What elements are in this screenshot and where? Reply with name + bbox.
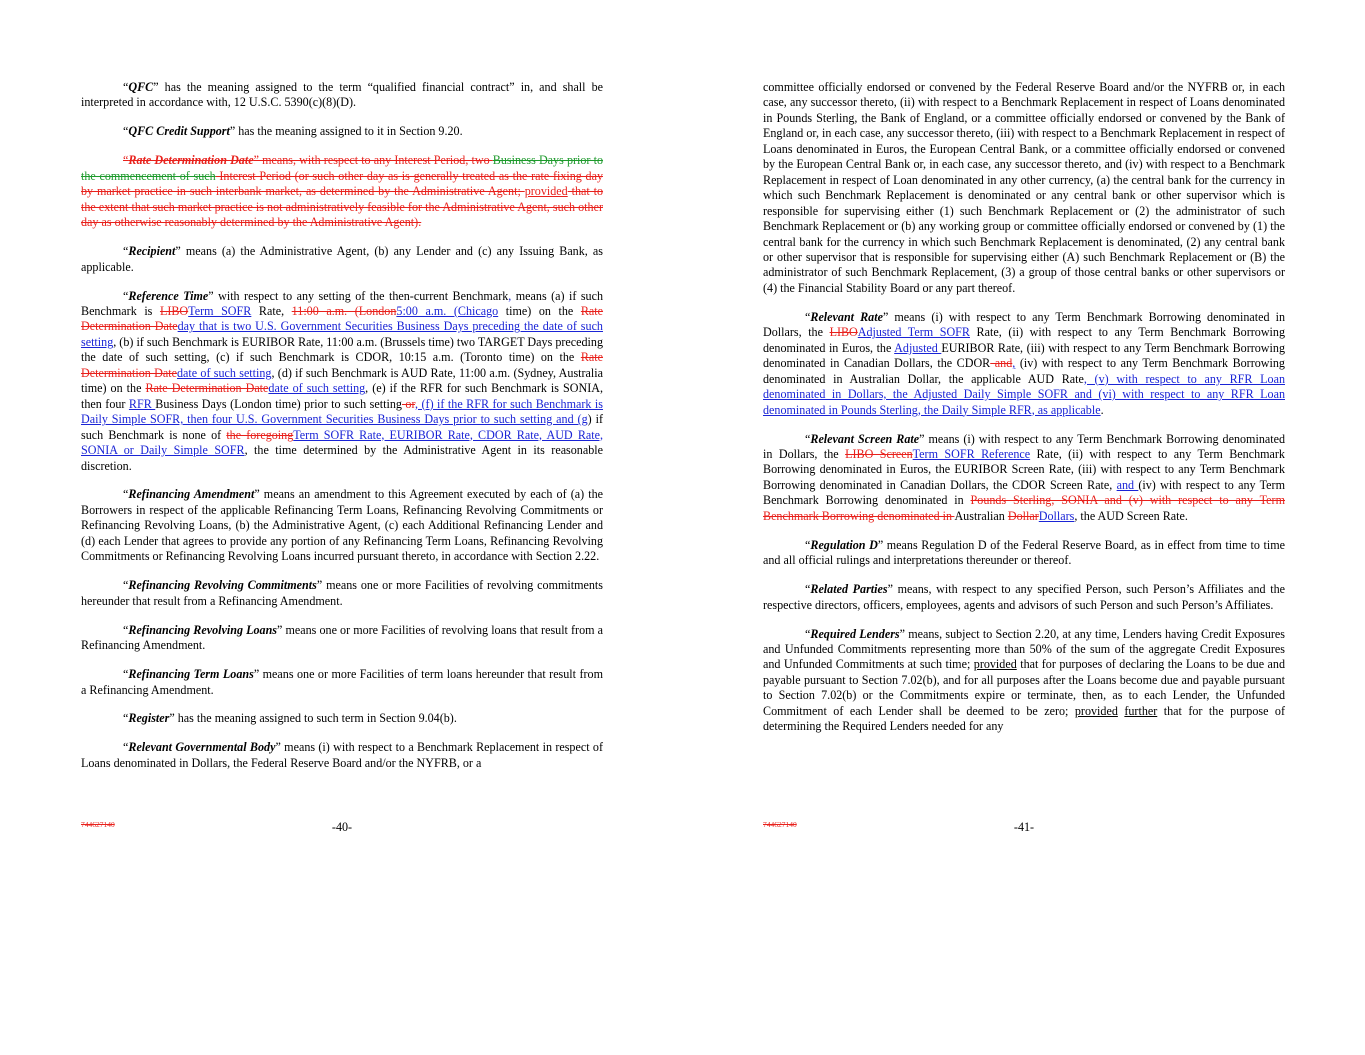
deleted-text: LIBO — [159, 303, 189, 318]
deleted-text: that to the extent that such market practice is not administratively feasible for the Administrative Agent, such other day as otherwise reasonably determined by the Administrative Agent). — [81, 184, 604, 230]
definition-rate-determination-date — [81, 153, 603, 230]
inserted-text: and — [1116, 477, 1139, 492]
defined-term: Relevant Screen Rate — [810, 431, 920, 446]
page-number: -41- — [1013, 820, 1035, 834]
defined-term: Refinancing Amendment — [128, 487, 255, 502]
text: “ — [123, 711, 129, 726]
inserted-text: Dollars — [1038, 508, 1075, 523]
deleted-text: LIBO Screen — [845, 446, 913, 461]
defined-term: QFC Credit Support — [128, 124, 230, 139]
text: ” has the meaning assigned to the term “qualified financial contract” in, and shall be interpreted in accordance with, 12 U.S.C. 5390(c)(8)(D). — [81, 80, 603, 110]
text: Business Days (London time) prior to such setting — [155, 396, 402, 411]
defined-term: Refinancing Revolving Commitments — [128, 578, 317, 593]
definition-qfc — [81, 80, 603, 111]
text: further — [1124, 703, 1158, 718]
inserted-text: , — [1012, 356, 1016, 371]
inserted-text: Term SOFR Reference — [912, 446, 1031, 461]
text: that for the purpose of determining the Required Lenders needed for any — [763, 703, 1285, 734]
definition-qfc-credit-support — [81, 124, 603, 139]
text: , the AUD Screen Rate. — [1074, 508, 1188, 523]
text: Australian — [954, 508, 1008, 523]
text: Rate, (ii) with respect to any Term Benchmark Borrowing denominated in Euros, the EURIBOR Screen Rate, (iii) with respect to any Term Benchmark Borrowing denominated in Canadian Dollars, the CDOR Screen Rate, — [763, 446, 1285, 492]
defined-term: Refinancing Revolving Loans — [128, 622, 278, 637]
text: ” means (i) with respect to any Term Benchmark Borrowing denominated in Dollars, the — [763, 431, 1286, 461]
inserted-text: date of such setting — [268, 381, 366, 396]
text: ” means one or more Facilities of term loans hereunder that result from a Refinancing Amendment. — [81, 667, 604, 697]
defined-term: Required Lenders — [810, 626, 900, 641]
definition-required-lenders — [763, 627, 1285, 735]
text: “ — [805, 537, 811, 552]
text: provided — [973, 657, 1017, 672]
text: , (e) if the RFR for such Benchmark is SONIA, then four — [81, 381, 604, 411]
text: “ — [123, 487, 129, 502]
definition-regulation-d — [763, 538, 1285, 569]
text: “ — [123, 244, 129, 259]
deleted-text: and — [990, 356, 1013, 371]
document-id: 744627140 — [763, 820, 797, 829]
inserted-text: , (v) with respect to any RFR Loan denominated in Dollars, the Adjusted Daily Simple SOFR and (vi) with respect to any RFR Loan denominated in Pounds Sterling, the Daily Simple RFR, as applicable — [763, 371, 1285, 417]
defined-term: Relevant Rate — [810, 309, 883, 324]
text: time) on the — [498, 303, 581, 318]
text: “ — [123, 578, 129, 593]
text: EURIBOR Rate, (iii) with respect to any Term Benchmark Borrowing denominated in Canadian Dollars, the CDOR — [763, 340, 1285, 371]
defined-term: Register — [128, 711, 170, 726]
text: “ — [123, 667, 129, 682]
text: ” means, subject to Section 2.20, at any time, Lenders having Credit Exposures and Unfunded Commitments representing more than 50% of the sum of the aggregate Credit Exposures and Unfunded Commitments at such time; — [763, 626, 1285, 672]
deleted-text: “ — [123, 153, 129, 168]
deleted-text: Rate Determination Date — [145, 381, 269, 396]
inserted-text: RFR — [128, 396, 156, 411]
deleted-text: LIBO — [829, 325, 858, 340]
text: , (d) if such Benchmark is AUD Rate, 11:00 a.m. (Sydney, Australia time) on the — [81, 365, 603, 396]
deleted-text: the foregoing — [226, 427, 294, 442]
moved-text: Business Days prior to the commencement of such — [81, 153, 604, 183]
text: provided — [1074, 703, 1118, 718]
document-id: 744627140 — [81, 820, 115, 829]
text: (iv) with respect to any Term Benchmark Borrowing denominated in — [763, 477, 1285, 508]
defined-term: Related Parties — [810, 582, 888, 597]
deleted-text: 11:00 a.m. (London — [291, 303, 397, 318]
definition-relevant-governmental-body-cont — [763, 80, 1285, 296]
defined-term: Recipient — [128, 244, 176, 259]
defined-term: Rate Determination Date — [128, 153, 254, 168]
text: ” means an amendment to this Agreement executed by each of (a) the Borrowers in respect of the applicable Refinancing Term Loans, Refinancing Revolving Commitments or Refinancing Revolving Loans, (b) the Administrative Agent, (c) each Additional Refinancing Lender and (d) each Lender that agrees to provide any portion of any Refinancing Term Loans, Refinancing Revolving Commitments or Refinancing Revolving Loans incurred pursuant thereto, in accordance with Section 2.22. — [81, 487, 603, 564]
text: ” means, with respect to any specified Person, such Person’s Affiliates and the respective directors, officers, employees, agents and advisors of such Person and such Person’s Affiliates. — [763, 582, 1286, 612]
text: ” means one or more Facilities of revolving commitments hereunder that result from a Refinancing Amendment. — [81, 578, 604, 608]
text: (iv) with respect to any Term Benchmark Borrowing denominated in Australian Dollar, the applicable AUD Rate — [763, 356, 1285, 386]
text: “ — [805, 626, 811, 641]
inserted-text: , (f — [415, 396, 430, 411]
definition-reference-time — [81, 289, 603, 474]
page-number: -40- — [331, 820, 353, 834]
definition-relevant-governmental-body — [81, 740, 603, 771]
text: “ — [123, 288, 129, 303]
definition-related-parties — [763, 582, 1285, 613]
defined-term: QFC — [128, 80, 154, 94]
text: that for purposes of declaring the Loans to be due and payable pursuant to Section 7.02(b), and for all purposes after the Loans become due and payable pursuant to Section 7.02(b) or the Commitments expire or terminate, then, as to each Lender, the Unfunded Commitment of each Lender shall be deemed to be zero; — [763, 657, 1285, 718]
deleted-text: Rate Determination Date — [81, 303, 604, 334]
left-page — [81, 80, 603, 785]
inserted-text: , — [508, 288, 512, 303]
definition-refinancing-revolving-loans — [81, 623, 603, 654]
text: Rate, (ii) with respect to any Term Benchmark Borrowing denominated in Euros, the — [763, 325, 1286, 355]
inserted-text: Adjusted — [894, 340, 942, 355]
deleted-text: provided — [524, 184, 568, 199]
deleted-text: Rate Determination Date — [81, 350, 603, 380]
definition-refinancing-term-loans — [81, 667, 603, 698]
deleted-text: Dollar — [1007, 508, 1039, 523]
text: ” means (i) with respect to any Term Benchmark Borrowing denominated in Dollars, the — [763, 309, 1285, 340]
deleted-text: Pounds Sterling, SONIA and (v) with respect to any Term Benchmark Borrowing denominated in — [763, 493, 1285, 523]
text: ” means (i) with respect to a Benchmark Replacement in respect of Loans denominated in Dollars, the Federal Reserve Board and/or the NYFRB, or a — [81, 740, 603, 770]
text: , the time determined by the Administrative Agent in its reasonable discretion. — [81, 443, 604, 473]
right-page — [763, 80, 1285, 748]
definition-relevant-rate — [763, 310, 1285, 418]
defined-term: Relevant Governmental Body — [128, 740, 276, 755]
text: “ — [123, 80, 129, 94]
text: ” means (a) the Administrative Agent, (b) any Lender and (c) any Issuing Bank, as applicable. — [81, 244, 603, 274]
text: ” means one or more Facilities of revolving loans that result from a Refinancing Amendment. — [81, 622, 603, 653]
text: , (b) if such Benchmark is EURIBOR Rate, 11:00 a.m. (Brussels time) two TARGET Days preceding the date of such setting, (c) if such Benchmark is CDOR, 10:15 a.m. (Toronto time) on the — [81, 334, 603, 365]
text: “ — [123, 740, 129, 755]
text: Rate, — [251, 303, 292, 318]
right-page-footer — [763, 818, 1285, 838]
defined-term: Regulation D — [810, 537, 878, 552]
text: ” with respect to any setting of the then-current Benchmark — [208, 288, 509, 303]
inserted-text: 5:00 a.m. (Chicago — [396, 303, 499, 318]
definition-relevant-screen-rate — [763, 432, 1285, 525]
definition-recipient — [81, 244, 603, 275]
deleted-text: Interest Period (or such other day as is generally treated as the rate fixing day by market practice in such interbank market, as determined by the Administrative Agent; — [81, 168, 603, 199]
text: means (a) if such Benchmark is — [81, 288, 603, 318]
text: ” has the meaning assigned to it in Section 9.20. — [229, 124, 463, 139]
text: ” means Regulation D of the Federal Reserve Board, as in effect from time to time and all official rulings and interpretations thereunder or thereof. — [763, 537, 1285, 568]
text: “ — [805, 431, 811, 446]
text: ” has the meaning assigned to such term in Section 9.04(b). — [169, 711, 457, 726]
text: committee officially endorsed or convened by the Federal Reserve Board and/or the NYFRB or, in each case, any successor thereto, (ii) with respect to a Benchmark Replacement in respect of Loans denominated in Pounds Sterling, the Bank of England, or a committee officially endorsed or convened by the Bank of England or, in each case, any successor thereto, (iii) with respect to a Benchmark Replacement in respect of Loans denominated in Euros, the European Central Bank, or a committee officially endorsed or convened by the European Central Bank or, in each case, any successor thereto, and (iv) with respect to a Benchmark Replacement in respect of Loan denominated in any other currency, (a) the central bank for the currency in which such Benchmark Replacement is denominated or any central bank or other supervisor which is responsible for supervising either (1) such Benchmark Replacement or (2) the administrator of such Benchmark Replacement or (b) any working group or committee officially endorsed or convened by (1) the central bank for the currency in which such Benchmark Replacement is denominated, (2) any central bank or other supervisor that is responsible for supervising either (A) such Benchmark Replacement or (B) the administrator of such Benchmark Replacement, (3) a group of those central banks or other supervisors or (4) the Financial Stability Board or any part thereof. — [763, 80, 1285, 295]
inserted-text: day that is two U.S. Government Securities Business Days preceding the date of such setting — [81, 319, 603, 349]
inserted-text: ) if the RFR for such Benchmark is Daily Simple SOFR, then four U.S. Government Securities Business Days prior to such setting and (g — [81, 396, 603, 427]
text: “ — [805, 309, 811, 324]
text: ) if such Benchmark is none of — [81, 412, 603, 442]
defined-term: Refinancing Term Loans — [128, 667, 254, 682]
defined-term: Reference Time — [128, 288, 209, 303]
inserted-text: Term SOFR — [188, 303, 252, 318]
left-page-footer — [81, 818, 603, 838]
text: . — [1100, 402, 1104, 417]
definition-refinancing-revolving-commitments — [81, 578, 603, 609]
inserted-text: Term SOFR Rate, EURIBOR Rate, CDOR Rate, AUD Rate, SONIA or Daily Simple SOFR — [81, 427, 603, 458]
deleted-text: or — [401, 396, 415, 411]
text: “ — [123, 124, 129, 139]
text: “ — [123, 622, 129, 637]
definition-register — [81, 711, 603, 726]
text: “ — [805, 582, 811, 597]
inserted-text: Adjusted Term SOFR — [857, 325, 970, 340]
deleted-text: ” means, with respect to any Interest Period, two — [253, 153, 493, 168]
definition-refinancing-amendment — [81, 487, 603, 564]
inserted-text: date of such setting — [176, 365, 272, 380]
